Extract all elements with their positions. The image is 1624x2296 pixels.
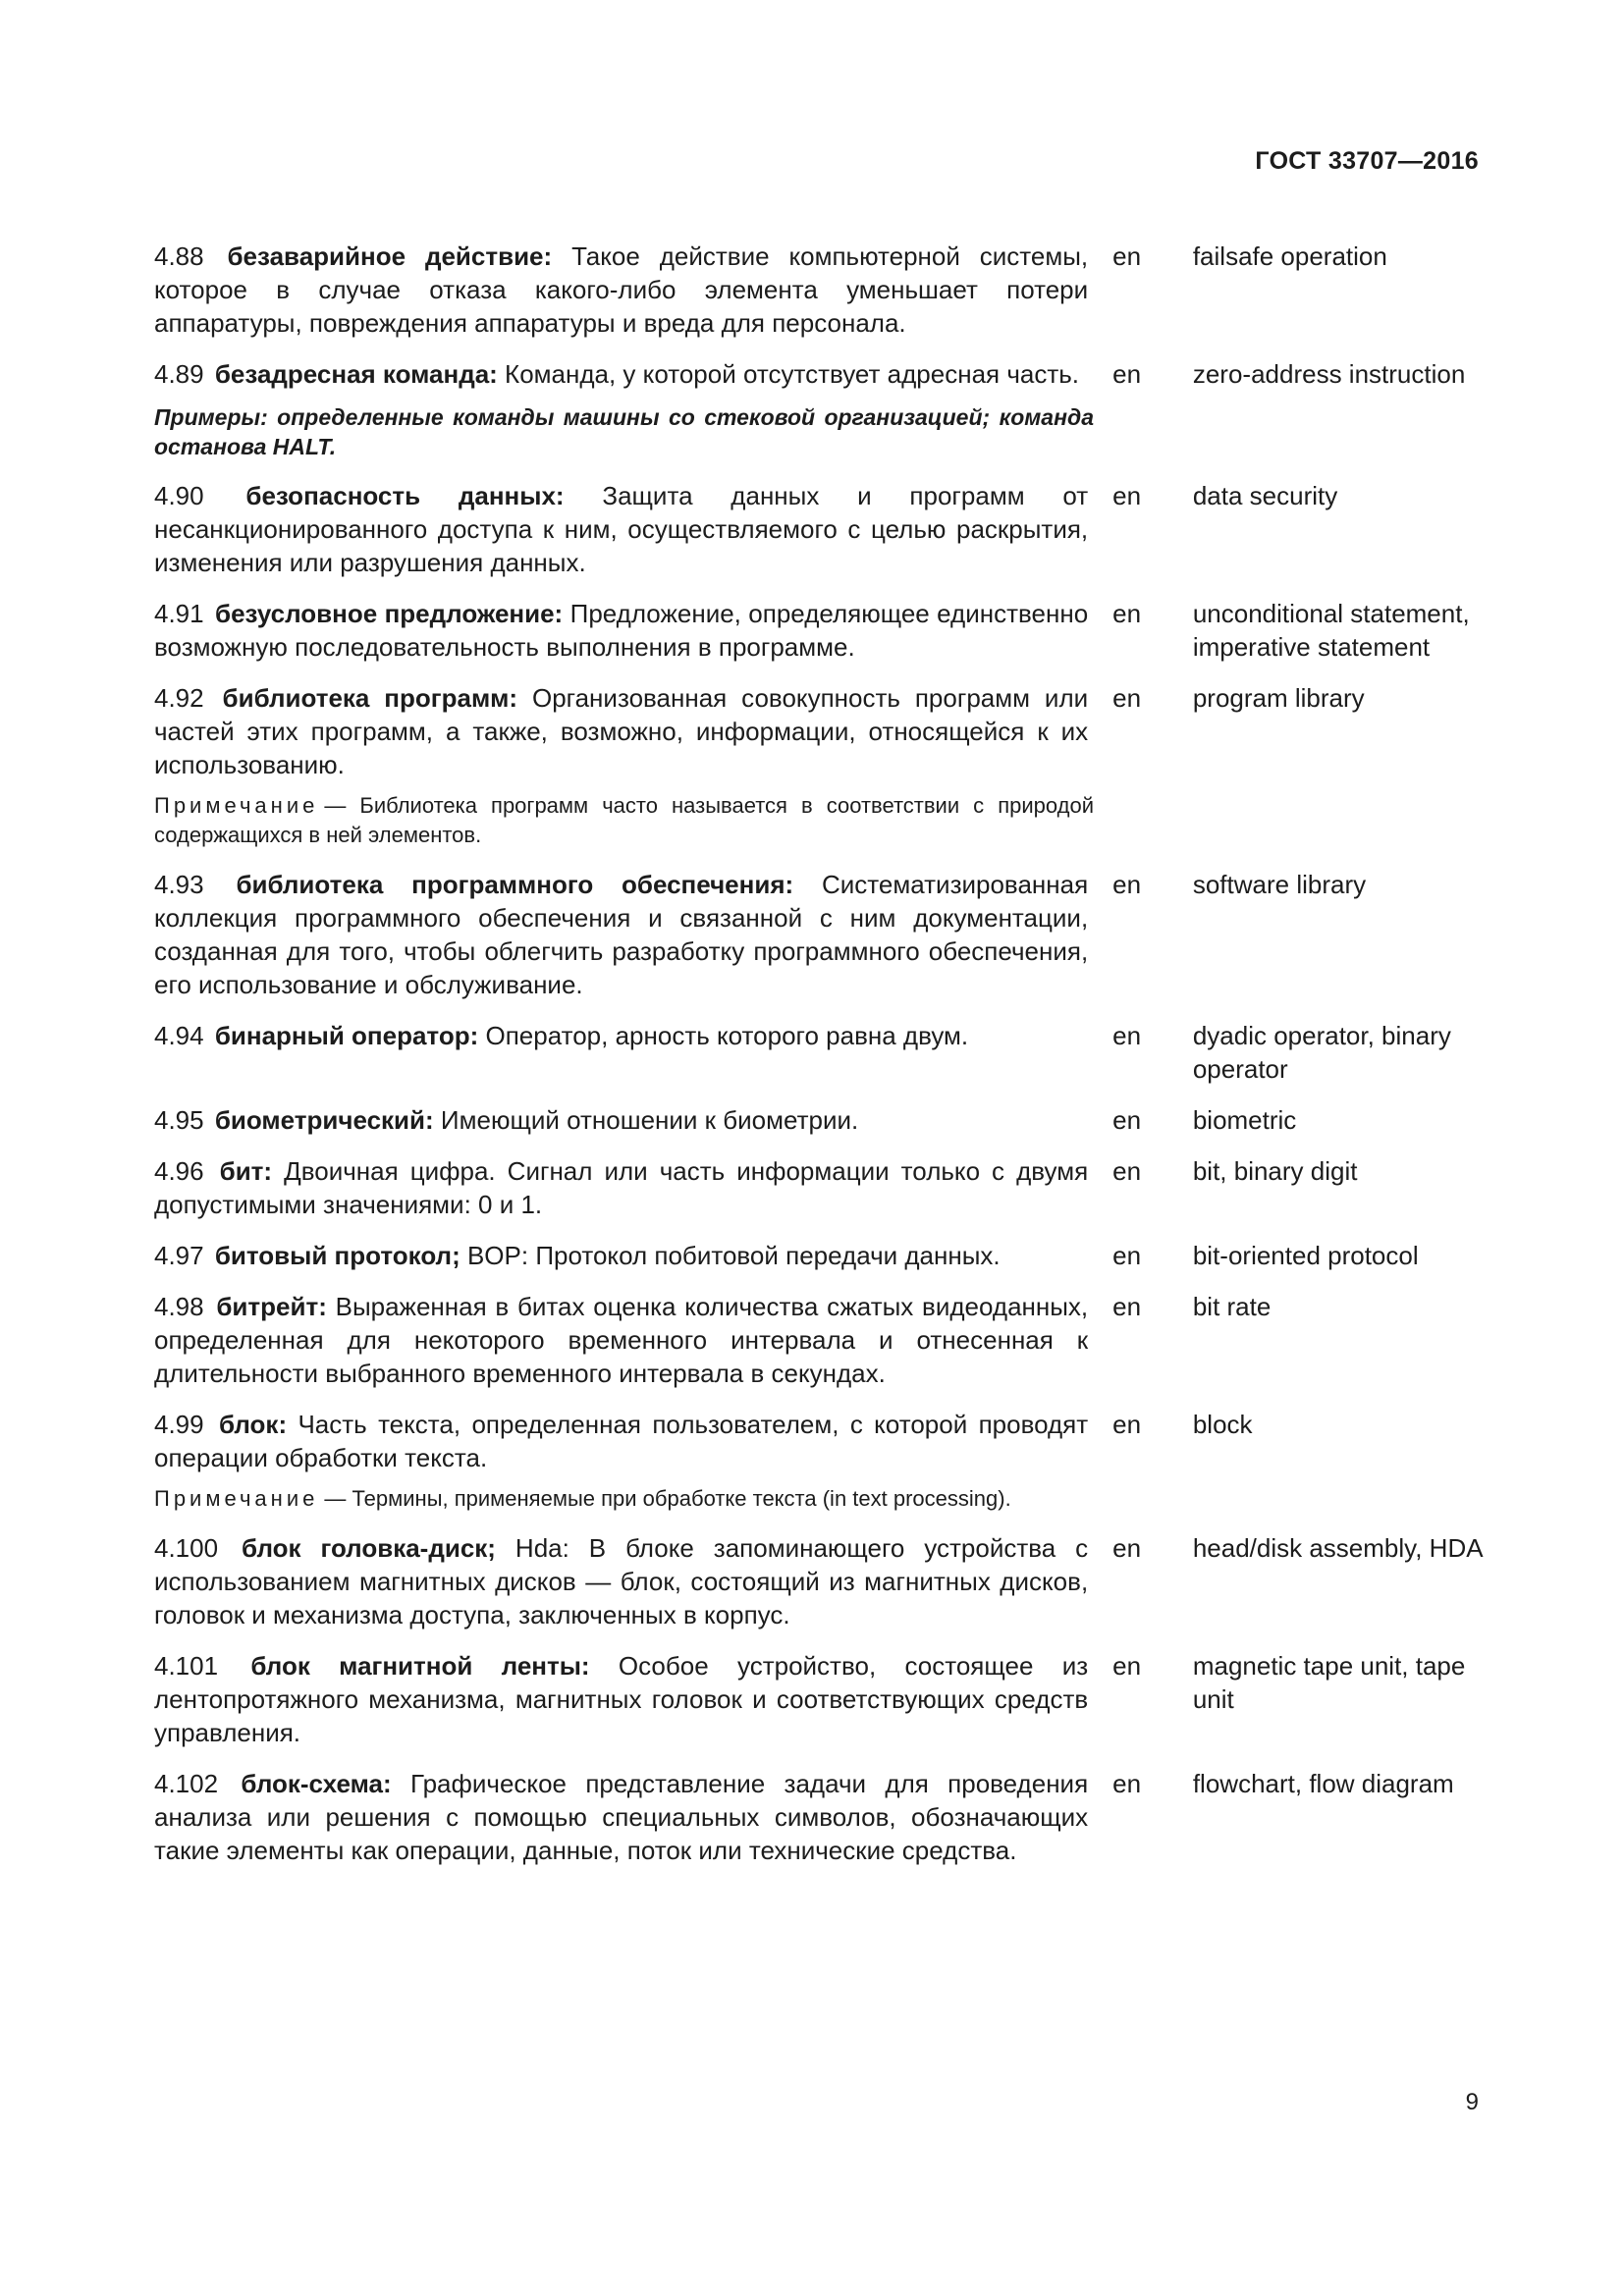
- entry-equivalent: flowchart, flow diagram: [1192, 1769, 1454, 1798]
- entry-definition: Защита данных и программ от несанкционированного доступа к ним, осуществляемого с целью раскрытия, изменения или разрушения данных.: [154, 481, 1089, 577]
- term-entry: [154, 1019, 1486, 1086]
- entry-number: 4.91: [154, 599, 204, 628]
- entry-equivalent: unconditional statement, imperative statement: [1192, 599, 1470, 662]
- entry-definition: Систематизированная коллекция программного обеспечения и связанной с ним документации, созданная для того, чтобы облегчить разработку программного обеспечения, его использование и обслуживание.: [154, 870, 1089, 999]
- entry-definition: Часть текста, определенная пользователем, с которой проводят операции обработки текста.: [154, 1410, 1089, 1472]
- entry-lang: en: [1112, 1241, 1142, 1270]
- entry-equivalent: biometric: [1192, 1105, 1297, 1135]
- entry-equivalent: bit, binary digit: [1192, 1156, 1358, 1186]
- entry-text: [154, 1767, 1088, 1867]
- entry-text: [154, 868, 1088, 1001]
- entry-lang: en: [1112, 1156, 1142, 1186]
- entry-lang: en: [1112, 1533, 1142, 1563]
- entry-definition: Выраженная в битах оценка количества сжатых видеоданных, определенная для некоторого временного интервала и отнесенная к длительности выбранного временного интервала в секундах.: [154, 1292, 1089, 1388]
- term-entry: [154, 240, 1486, 340]
- entry-number: 4.89: [154, 359, 204, 389]
- entry-lang: en: [1112, 359, 1142, 389]
- entry-definition: Оператор, арность которого равна двум.: [485, 1021, 969, 1050]
- entry-text: [154, 479, 1088, 579]
- entry-term: безусловное предложение:: [215, 599, 564, 628]
- term-entry: [154, 681, 1486, 781]
- entry-definition: Особое устройство, состоящее из лентопротяжного механизма, магнитных головок и соответствующих средств управления.: [154, 1651, 1089, 1747]
- entry-example: Примеры: определенные команды машины со стековой организацией; команда останова HALT.: [154, 404, 1094, 459]
- entry-text: [154, 1019, 1088, 1052]
- entry-lang: en: [1112, 481, 1142, 510]
- entry-term: библиотека программного обеспечения:: [236, 870, 794, 899]
- note-text: — Библиотека программ часто называется в соответствии с природой содержащихся в ней элементов.: [154, 793, 1094, 847]
- entry-definition: Команда, у которой отсутствует адресная часть.: [505, 359, 1080, 389]
- term-entry: [154, 1531, 1486, 1631]
- entry-definition: Предложение, определяющее единственно возможную последовательность выполнения в программе.: [154, 599, 1089, 662]
- term-entry: [154, 868, 1486, 1001]
- entry-term: блок головка-диск;: [242, 1533, 496, 1563]
- entry-lang: en: [1112, 1410, 1142, 1439]
- entry-term: безопасность данных:: [245, 481, 565, 510]
- entry-number: 4.98: [154, 1292, 204, 1321]
- entry-text: [154, 1103, 1088, 1137]
- term-entry: [154, 1649, 1486, 1749]
- entry-text: [154, 681, 1088, 781]
- term-entry: [154, 1239, 1486, 1272]
- entry-number: 4.101: [154, 1651, 219, 1681]
- entry-text: [154, 240, 1088, 340]
- entry-equivalent: software library: [1192, 870, 1367, 899]
- entry-equivalent: block: [1192, 1410, 1253, 1439]
- entry-term: блок-схема:: [241, 1769, 392, 1798]
- entry-number: 4.99: [154, 1410, 204, 1439]
- entry-lang: en: [1112, 1021, 1142, 1050]
- entry-note: [154, 1484, 1094, 1514]
- entry-lang: en: [1112, 1292, 1142, 1321]
- entry-definition: Hda: В блоке запоминающего устройства с использованием магнитных дисков — блок, состоящий из магнитных дисков, головок и механизма доступа, заключенных в корпус.: [154, 1533, 1089, 1629]
- entry-equivalent: program library: [1192, 683, 1365, 713]
- entry-text: [154, 1239, 1088, 1272]
- entry-text: [154, 1649, 1088, 1749]
- entry-term: блок:: [218, 1410, 288, 1439]
- terms-list: [154, 240, 1486, 1885]
- entry-equivalent: failsafe operation: [1192, 241, 1387, 271]
- entry-equivalent: head/disk assembly, HDA: [1192, 1533, 1484, 1563]
- entry-text: [154, 1531, 1088, 1631]
- entry-term: битовый протокол;: [214, 1241, 460, 1270]
- entry-term: блок магнитной ленты:: [250, 1651, 590, 1681]
- note-text: — Термины, применяемые при обработке текста (in text processing).: [324, 1486, 1011, 1511]
- entry-number: 4.92: [154, 683, 204, 713]
- entry-lang: en: [1112, 599, 1142, 628]
- entry-number: 4.95: [154, 1105, 204, 1135]
- term-entry: [154, 1408, 1486, 1474]
- entry-definition: Организованная совокупность программ или частей этих программ, а также, возможно, информации, относящейся к их использованию.: [154, 683, 1089, 779]
- entry-lang: en: [1112, 1105, 1142, 1135]
- note-label: Примечание: [154, 1486, 319, 1511]
- entry-equivalent: zero-address instruction: [1192, 359, 1466, 389]
- page-number: 9: [1465, 2089, 1479, 2115]
- term-entry: [154, 1154, 1486, 1221]
- entry-definition: Имеющий отношении к биометрии.: [440, 1105, 859, 1135]
- entry-definition: Такое действие компьютерной системы, которое в случае отказа какого-либо элемента уменьшает потери аппаратуры, повреждения аппаратуры и вреда для персонала.: [154, 241, 1089, 338]
- term-entry: [154, 1767, 1486, 1867]
- entry-lang: en: [1112, 683, 1142, 713]
- entry-lang: en: [1112, 1769, 1142, 1798]
- entry-text: [154, 1290, 1088, 1390]
- entry-text: [154, 357, 1088, 391]
- term-entry: [154, 597, 1486, 664]
- entry-lang: en: [1112, 870, 1142, 899]
- entry-term: бит:: [219, 1156, 273, 1186]
- term-entry: [154, 479, 1486, 579]
- term-entry: [154, 357, 1486, 391]
- term-entry: [154, 1103, 1486, 1137]
- entry-term: безадресная команда:: [214, 359, 498, 389]
- entry-number: 4.102: [154, 1769, 219, 1798]
- entry-lang: en: [1112, 241, 1142, 271]
- note-label: Примечание: [154, 793, 319, 818]
- entry-equivalent: dyadic operator, binary operator: [1192, 1021, 1451, 1084]
- entry-term: библиотека программ:: [222, 683, 518, 713]
- entry-term: бинарный оператор:: [214, 1021, 479, 1050]
- entry-definition: BOP: Протокол побитовой передачи данных.: [466, 1241, 1001, 1270]
- entry-number: 4.94: [154, 1021, 204, 1050]
- entry-text: [154, 597, 1088, 664]
- entry-equivalent: data security: [1192, 481, 1338, 510]
- entry-equivalent: bit rate: [1192, 1292, 1272, 1321]
- entry-number: 4.96: [154, 1156, 204, 1186]
- entry-definition: Графическое представление задачи для проведения анализа или решения с помощью специальных символов, обозначающих такие элементы как операции, данные, поток или технические средства.: [154, 1769, 1089, 1865]
- entry-number: 4.100: [154, 1533, 219, 1563]
- entry-number: 4.90: [154, 481, 204, 510]
- entry-equivalent: magnetic tape unit, tape unit: [1192, 1651, 1466, 1714]
- entry-term: безаварийное действие:: [227, 241, 553, 271]
- entry-term: битрейт:: [216, 1292, 327, 1321]
- entry-number: 4.97: [154, 1241, 204, 1270]
- entry-definition: Двоичная цифра. Сигнал или часть информации только с двумя допустимыми значениями: 0 и 1.: [154, 1156, 1089, 1219]
- entry-note: [154, 791, 1094, 850]
- entry-lang: en: [1112, 1651, 1142, 1681]
- term-entry: [154, 1290, 1486, 1390]
- entry-equivalent: bit-oriented protocol: [1192, 1241, 1419, 1270]
- entry-text: [154, 1408, 1088, 1474]
- entry-text: [154, 1154, 1088, 1221]
- entry-number: 4.88: [154, 241, 204, 271]
- entry-term: биометрический:: [214, 1105, 434, 1135]
- entry-number: 4.93: [154, 870, 204, 899]
- standard-header: ГОСТ 33707—2016: [1255, 147, 1479, 175]
